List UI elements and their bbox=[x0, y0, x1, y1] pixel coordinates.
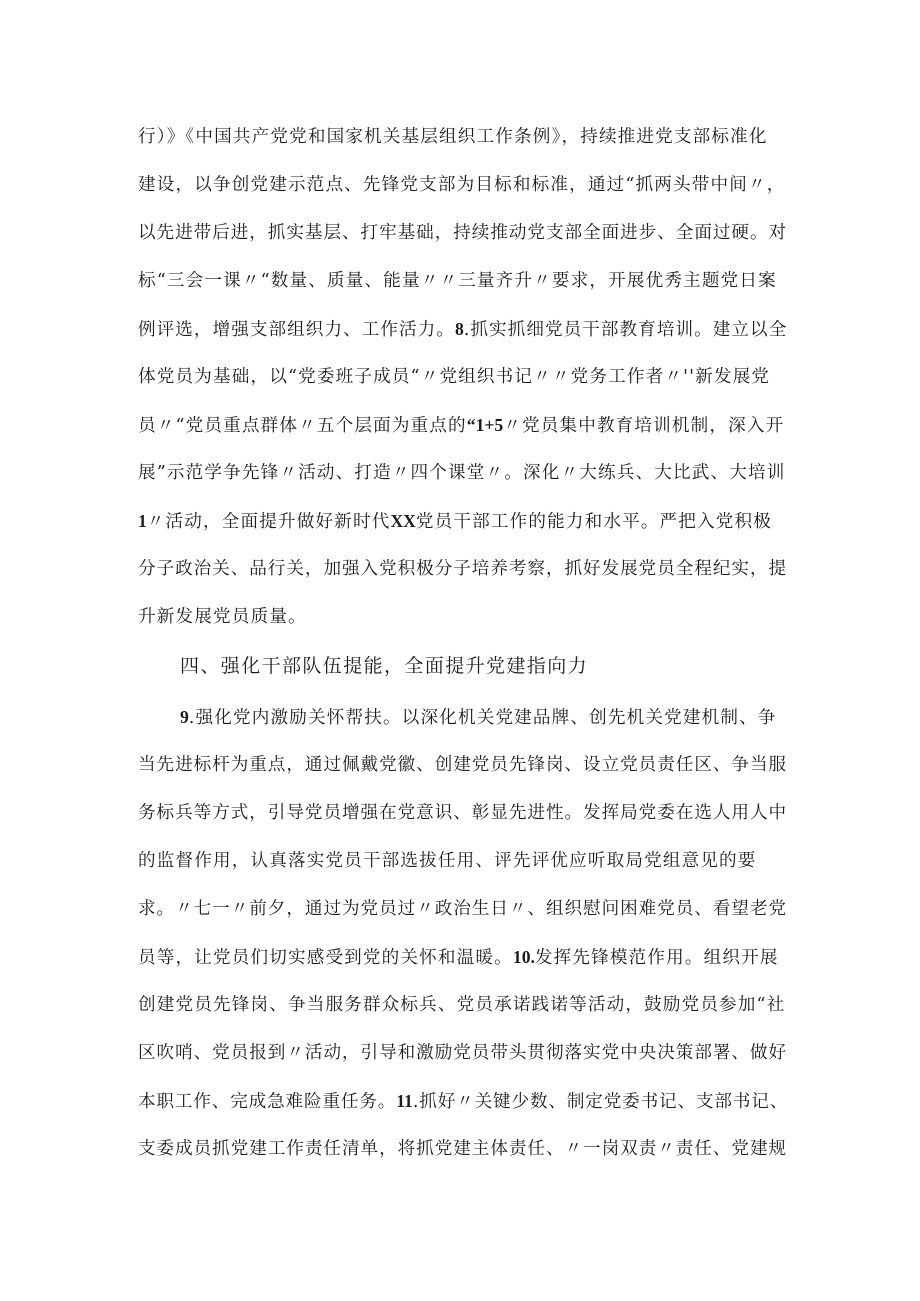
text-segment: 员等，让党员们切实感受到党的关怀和温暖。 bbox=[138, 948, 513, 968]
text-line: 体党员为基础，以“党委班子成员“〃党组织书记〃〃党务工作者〃''新发展党 bbox=[138, 367, 771, 387]
text-segment: 发挥先锋模范作用。组织开展 bbox=[534, 948, 779, 968]
item-number: 8 bbox=[454, 319, 464, 339]
text-line: 支委成员抓党建工作责任清单，将抓党建主体责任、〃一岗双责〃责任、党建规 bbox=[138, 1139, 788, 1159]
text-line bbox=[138, 501, 788, 541]
text-line: 区吹哨、党员报到〃活动，引导和激励党员带头贯彻落实党中央决策部署、做好 bbox=[138, 1043, 788, 1063]
text-segment: 党员干部工作的能力和水平。严把入党积极 bbox=[415, 512, 773, 532]
text-line: 分子政治关、品行关，加强入党积极分子培养考察，抓好发展党员全程纪实，提 bbox=[138, 559, 788, 579]
text-line: 升新发展党员质量。 bbox=[138, 607, 307, 627]
text-segment: 〃活动，全面提升做好新时代 bbox=[146, 512, 391, 532]
text-line: 务标兵等方式，引导党员增强在党意识、彰显先进性。发挥局党委在选人用人中 bbox=[138, 803, 788, 823]
text-line: 以先进带后进，抓实基层、打牢基础，持续推动党支部全面进步、全面过硬。对 bbox=[138, 223, 788, 243]
text-segment: 〃党员集中教育培训机制，深入开 bbox=[503, 416, 785, 436]
text-line bbox=[138, 937, 788, 977]
text-segment: 本职工作、完成急难险重任务。 bbox=[138, 1092, 397, 1112]
text-line bbox=[138, 405, 788, 445]
section-heading: 四、强化干部队伍提能，全面提升党建指向力 bbox=[180, 655, 589, 677]
text-line: 行）》《中国共产党党和国家机关基层组织工作条例》，持续推进党支部标准化 bbox=[138, 127, 768, 147]
text-segment: .抓好〃关键少数、制定党委书记、支部书记、 bbox=[412, 1092, 789, 1112]
item-number: XX bbox=[390, 511, 416, 531]
text-line: 创建党员先锋岗、争当服务群众标兵、党员承诺践诺等活动，鼓励党员参加“社 bbox=[138, 995, 786, 1015]
text-segment: .抓实抓细党员干部教育培训。建立以全 bbox=[463, 320, 788, 340]
item-number: 11 bbox=[396, 1091, 413, 1111]
item-number: “1+5 bbox=[466, 415, 504, 435]
item-number: 1 bbox=[138, 511, 147, 531]
text-line bbox=[138, 1081, 788, 1121]
text-segment: .强化党内激励关怀帮扶。以深化机关党建品牌、创先机关党建机制、争 bbox=[188, 708, 777, 728]
text-line bbox=[138, 309, 788, 349]
text-line: 展”示范学争先锋〃活动、打造〃四个课堂〃。深化〃大练兵、大比武、大培训 bbox=[138, 463, 786, 483]
text-line: 建设，以争创党建示范点、先锋党支部为目标和标准，通过“抓两头带中间〃， bbox=[138, 175, 786, 195]
text-line bbox=[180, 697, 788, 737]
text-line: 的监督作用，认真落实党员干部选拔任用、评先评优应听取局党组意见的要 bbox=[138, 851, 757, 871]
text-line: 求。〃七一〃前夕，通过为党员过〃政治生日〃、组织慰问困难党员、看望老党 bbox=[138, 899, 788, 919]
text-line: 标“三会一课〃“数量、质量、能量〃〃三量齐升〃要求，开展优秀主题党日案 bbox=[138, 271, 777, 291]
text-line: 当先进标杆为重点，通过佩戴党徽、创建党员先锋岗、设立党员责任区、争当服 bbox=[138, 755, 788, 775]
text-segment: 员〃“党员重点群体〃五个层面为重点的 bbox=[138, 416, 467, 436]
text-segment: 例评选，增强支部组织力、工作活力。 bbox=[138, 320, 455, 340]
item-number: 10. bbox=[512, 947, 535, 967]
item-number: 9 bbox=[180, 707, 189, 727]
